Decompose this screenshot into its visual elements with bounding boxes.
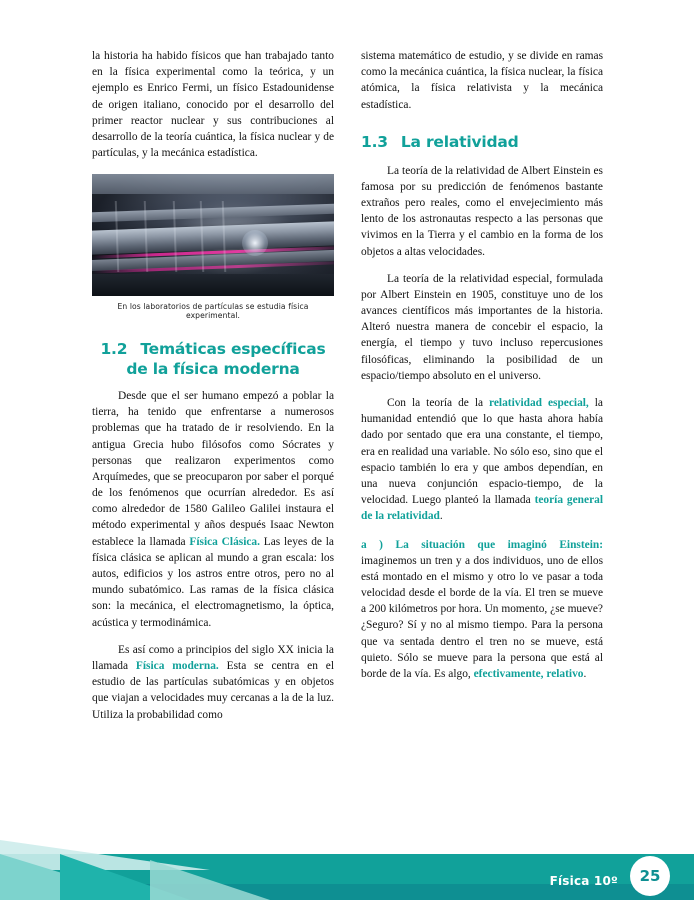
term-fisica-moderna: Física moderna. <box>135 659 219 672</box>
heading-1-2 <box>92 340 334 380</box>
term-fisica-clasica: Física Clásica. <box>189 535 260 548</box>
right-paragraph-4-part-b: la humanidad entendió que lo que hasta ahora había dado por sentado que era una constante, el tiempo, era en realidad una variable. No sólo eso, sino que el espacio también lo era y que ambos dependían, en una nueva conjunción espacio-tiempo, de la velocidad. Luego planteó la llamada <box>361 397 603 507</box>
right-paragraph-4-part-c: . <box>439 510 443 523</box>
left-paragraph-3 <box>92 642 334 723</box>
list-item-a <box>361 537 603 683</box>
page-footer <box>0 814 694 900</box>
footer-chevron-soft <box>150 860 270 900</box>
term-relatividad-especial: relatividad especial, <box>489 397 589 410</box>
heading-1-3-text: La relatividad <box>400 132 519 151</box>
heading-1-2-number: 1.2 <box>100 340 128 359</box>
footer-book-label: Física 10º <box>549 874 618 888</box>
left-column <box>92 48 334 723</box>
left-paragraph-2-part-b: Las leyes de la física clásica se aplican al mundo a gran escala: los autos, edificios y los astros entre otros, pero no al mundo subatómico. Las ramas de la física clásica son: la mecánica, el electromagnetismo, la óptica, acústica y termodinámica. <box>92 535 334 629</box>
term-teoria-general-relatividad: teoría general de la relatividad <box>361 494 603 523</box>
page-number: 25 <box>639 867 661 885</box>
photo-ceiling-stripe <box>92 174 334 194</box>
list-item-a-lead: La situación que imaginó Einstein: <box>395 538 603 551</box>
right-column <box>361 48 603 723</box>
left-paragraph-3-part-b: Esta se centra en el estudio de las partículas subatómicas y en objetos que viajan a velocidades muy cercanas a la de la luz. Utiliza la probabilidad como <box>92 659 335 721</box>
left-paragraph-1: la historia ha habido físicos que han trabajado tanto en la física experimental como la teórica, y un ejemplo es Enrico Fermi, un físico Estadounidense de origen italiano, conocido por el desarrollo del primer reactor nuclear y sus contribuciones al desarrollo de la teoría cuántica, la física nuclear y de partículas, y la mecánica estadística. <box>92 50 334 160</box>
page-number-badge <box>630 856 670 896</box>
heading-1-3-number: 1.3 <box>361 132 388 151</box>
particle-accelerator-tunnel-photo <box>92 174 334 296</box>
heading-1-3 <box>361 133 603 153</box>
left-paragraph-3-part-a: Es así como a principios del siglo XX inicia la llamada <box>92 643 334 672</box>
left-paragraph-2-part-a: Desde que el ser humano empezó a poblar la tierra, ha tenido que enfrentarse a numerosos problemas que ha tratado de ir resolviendo. En la antigua Grecia hubo filósofos como Sócrates y personas que realizaron experimentos como Arquímedes, que se preocuparon por saber el porqué de los fenómenos que ocurrían alrededor. Es así como alrededor de 1580 Galileo Galilei instaura el método experimental y años después Isaac Newton establece la llamada <box>92 389 334 548</box>
right-paragraph-4-part-a: Con la teoría de la <box>387 397 490 410</box>
figure-caption: En los laboratorios de partículas se estudia física experimental. <box>117 302 309 321</box>
list-item-a-body-b: . <box>583 668 587 681</box>
right-paragraph-3: La teoría de la relatividad especial, formulada por Albert Einstein en 1905, constituye uno de los avances científicos más importantes de la historia. Alteró nuestra manera de concebir el espacio, la energía, el tiempo y tuvo incluso repercusiones filosóficas, eliminando la posibilidad de un espacio/tiempo absoluto en el universo. <box>361 272 603 382</box>
photo-floor <box>92 274 334 296</box>
right-paragraph-2: La teoría de la relatividad de Albert Einstein es famosa por su predicción de fenómenos bastante extraños pero reales, como el envejecimiento más lento de los astronautas respecto a las personas que vivimos en la Tierra y el cambio en la forma de los objetos a altas velocidades. <box>361 164 603 258</box>
right-paragraph-1: sistema matemático de estudio, y se divide en ramas como la mecánica cuántica, la física nuclear, la física atómica, la física relativista y la mecánica estadística. <box>361 50 603 111</box>
two-column-layout <box>92 48 604 723</box>
figure-particle-lab <box>92 174 334 320</box>
list-item-a-body-a: imaginemos un tren y a dos individuos, uno de ellos está montado en el mismo y otro lo ve pasar a toda velocidad desde el borde de la vía. El tren se mueve a 200 kilómetros por hora. Un momento, ¿se mueve? ¿Seguro? Sí y no al mismo tiempo. Para la persona que va sentada dentro el tren no se mueve, está quieto. Sólo se mueve para la persona que está al borde de la vía. Es algo, <box>361 554 603 681</box>
heading-1-2-text: Temáticas específicas de la física moderna <box>126 340 326 379</box>
term-efectivamente-relativo: efectivamente, relativo <box>473 668 584 681</box>
list-item-a-marker: a ) <box>361 538 383 551</box>
right-paragraph-4 <box>361 395 603 525</box>
left-paragraph-2 <box>92 388 334 631</box>
